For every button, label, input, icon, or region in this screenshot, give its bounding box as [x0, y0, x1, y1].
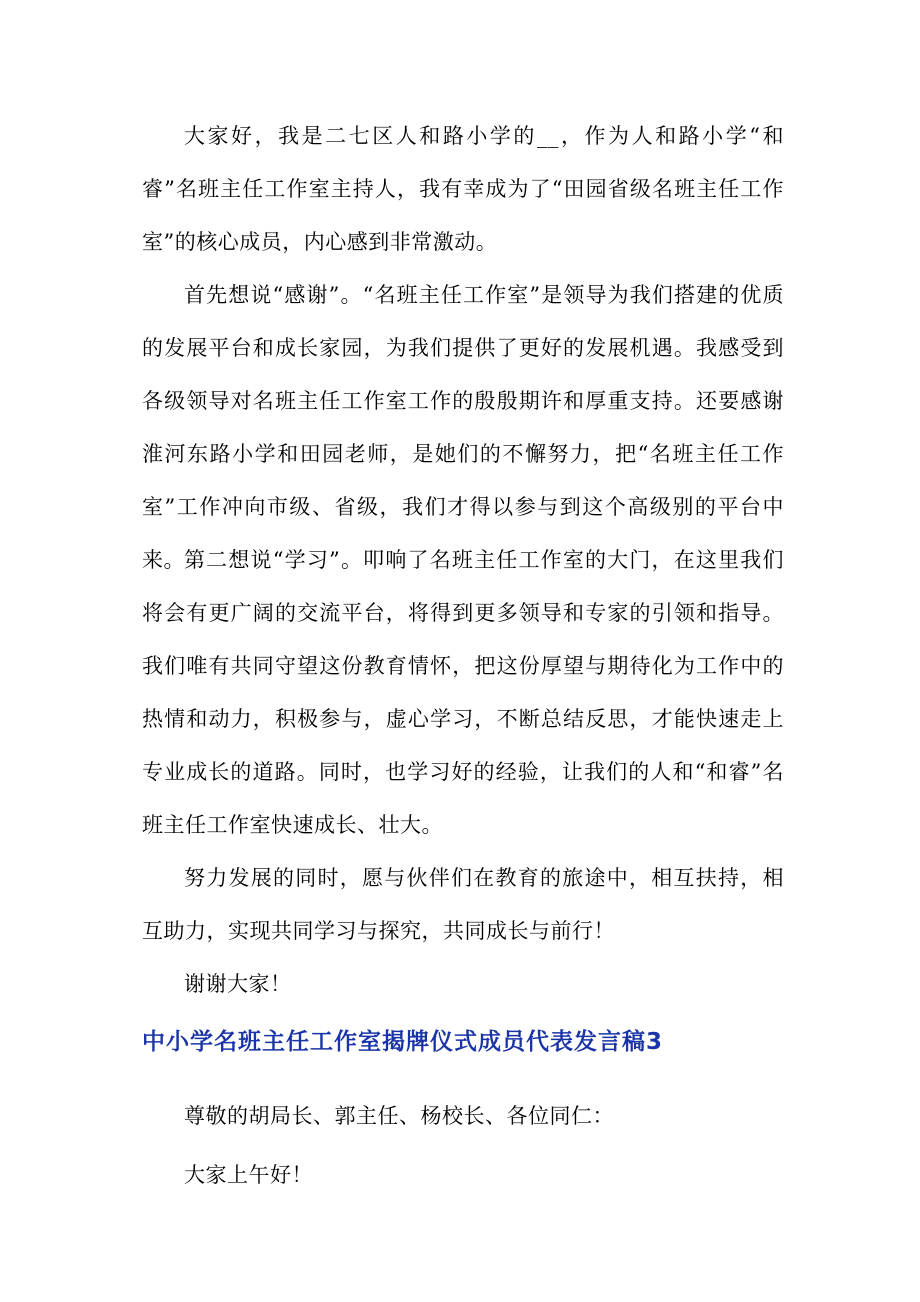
paragraph-closing: 谢谢大家！: [184, 972, 292, 996]
paragraph-development: 努力发展的同时，愿与伙伴们在教育的旅途中，相互扶持，相互助力，实现共同学习与探究，共同成长与前行！: [142, 866, 784, 943]
section-heading: 中小学名班主任工作室揭牌仪式成员代表发言稿3: [142, 1029, 664, 1055]
paragraph-good-morning: 大家上午好！: [184, 1163, 313, 1187]
paragraph-thanks: 首先想说“感谢”。“名班主任工作室”是领导为我们搭建的优质的发展平台和成长家园，为我们提供了更好的发展机遇。我感受到各级领导对名班主任工作室工作的殷殷期许和厚重支持。还要感谢淮河东路小学和田园老师，是她们的不懈努力，把“名班主任工作室”工作冲向市级、省级，我们才得以参与到这个高级别的平台中来。: [142, 283, 784, 572]
paragraph-learning: 第二想说“学习”。叩响了名班主任工作室的大门，在这里我们将会有更广阔的交流平台，将得到更多领导和专家的引领和指导。我们唯有共同守望这份教育情怀，把这份厚望与期待化为工作中的热情和动力，积极参与，虚心学习，不断总结反思，才能快速走上专业成长的道路。同时，也学习好的经验，让我们的人和“和睿”名班主任工作室快速成长、壮大。: [142, 548, 784, 837]
paragraph-greeting: 大家好，我是二七区人和路小学的__，作为人和路小学“和睿”名班主任工作室主持人，我有幸成为了“田园省级名班主任工作室”的核心成员，内心感到非常激动。: [142, 124, 784, 254]
paragraph-salutation: 尊敬的胡局长、郭主任、杨校长、各位同仁：: [184, 1104, 614, 1128]
